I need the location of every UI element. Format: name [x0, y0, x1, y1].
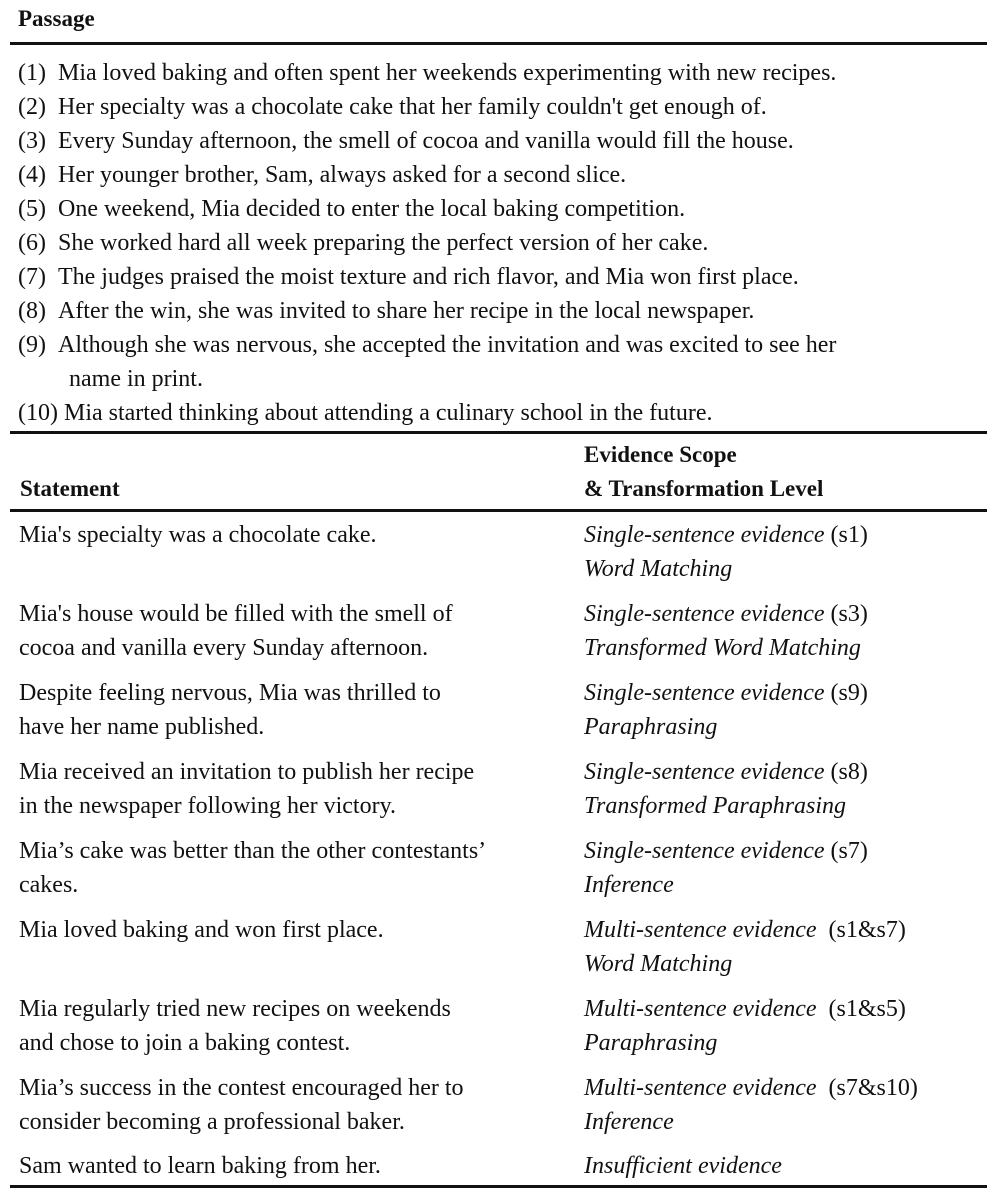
passage-bottom-rule	[10, 431, 987, 434]
sentence-6: (6) She worked hard all week preparing the perfect version of her cake.	[18, 230, 709, 256]
header-statement: Statement	[20, 476, 120, 501]
evidence-cell: Multi-sentence evidence (s1&s7) Word Matching	[584, 917, 906, 977]
evidence-cell: Single-sentence evidence (s3) Transformed Word Matching	[584, 601, 868, 661]
statement-cell: Mia's specialty was a chocolate cake.	[19, 522, 377, 548]
evidence-cell: Single-sentence evidence (s7) Inference	[584, 838, 868, 898]
sentence-3: (3) Every Sunday afternoon, the smell of cocoa and vanilla would fill the house.	[18, 128, 794, 154]
evidence-cell: Multi-sentence evidence (s7&s10) Inference	[584, 1075, 918, 1135]
sentence-1: (1) Mia loved baking and often spent her weekends experimenting with new recipes.	[18, 60, 837, 86]
statement-cell: Mia’s success in the contest encouraged her to consider becoming a professional baker.	[19, 1075, 464, 1135]
statement-cell: Despite feeling nervous, Mia was thrilled to have her name published.	[19, 680, 441, 740]
statement-cell: Mia received an invitation to publish her recipe in the newspaper following her victory.	[19, 759, 475, 819]
top-rule	[10, 42, 987, 45]
sentence-2: (2) Her specialty was a chocolate cake that her family couldn't get enough of.	[18, 94, 767, 120]
header-rule	[10, 509, 987, 512]
evidence-cell: Single-sentence evidence (s8) Transformed Paraphrasing	[584, 759, 868, 819]
statement-cell: Mia’s cake was better than the other contestants’ cakes.	[19, 838, 487, 898]
sentence-9: (9) Although she was nervous, she accepted the invitation and was excited to see her	[18, 332, 837, 358]
statement-cell: Mia's house would be filled with the smell of cocoa and vanilla every Sunday afternoon.	[19, 601, 453, 661]
evidence-cell: Insufficient evidence	[584, 1153, 782, 1179]
header-evidence-line2: & Transformation Level	[584, 476, 824, 501]
evidence-cell: Single-sentence evidence (s1) Word Matching	[584, 522, 868, 582]
statement-cell: Sam wanted to learn baking from her.	[19, 1153, 381, 1179]
sentence-7: (7) The judges praised the moist texture and rich flavor, and Mia won first place.	[18, 264, 799, 290]
sentence-10: (10) Mia started thinking about attending a culinary school in the future.	[18, 400, 713, 426]
evidence-cell: Single-sentence evidence (s9) Paraphrasing	[584, 680, 868, 740]
bottom-rule	[10, 1185, 987, 1188]
passage-title: Passage	[18, 6, 95, 31]
sentence-9-continuation: name in print.	[69, 366, 203, 392]
sentence-5: (5) One weekend, Mia decided to enter the local baking competition.	[18, 196, 686, 222]
sentence-4: (4) Her younger brother, Sam, always asked for a second slice.	[18, 162, 627, 188]
sentence-8: (8) After the win, she was invited to share her recipe in the local newspaper.	[18, 298, 755, 324]
statement-cell: Mia regularly tried new recipes on weekends and chose to join a baking contest.	[19, 996, 451, 1056]
evidence-cell: Multi-sentence evidence (s1&s5) Paraphrasing	[584, 996, 906, 1056]
statement-cell: Mia loved baking and won first place.	[19, 917, 384, 943]
header-evidence-line1: Evidence Scope	[584, 442, 737, 467]
